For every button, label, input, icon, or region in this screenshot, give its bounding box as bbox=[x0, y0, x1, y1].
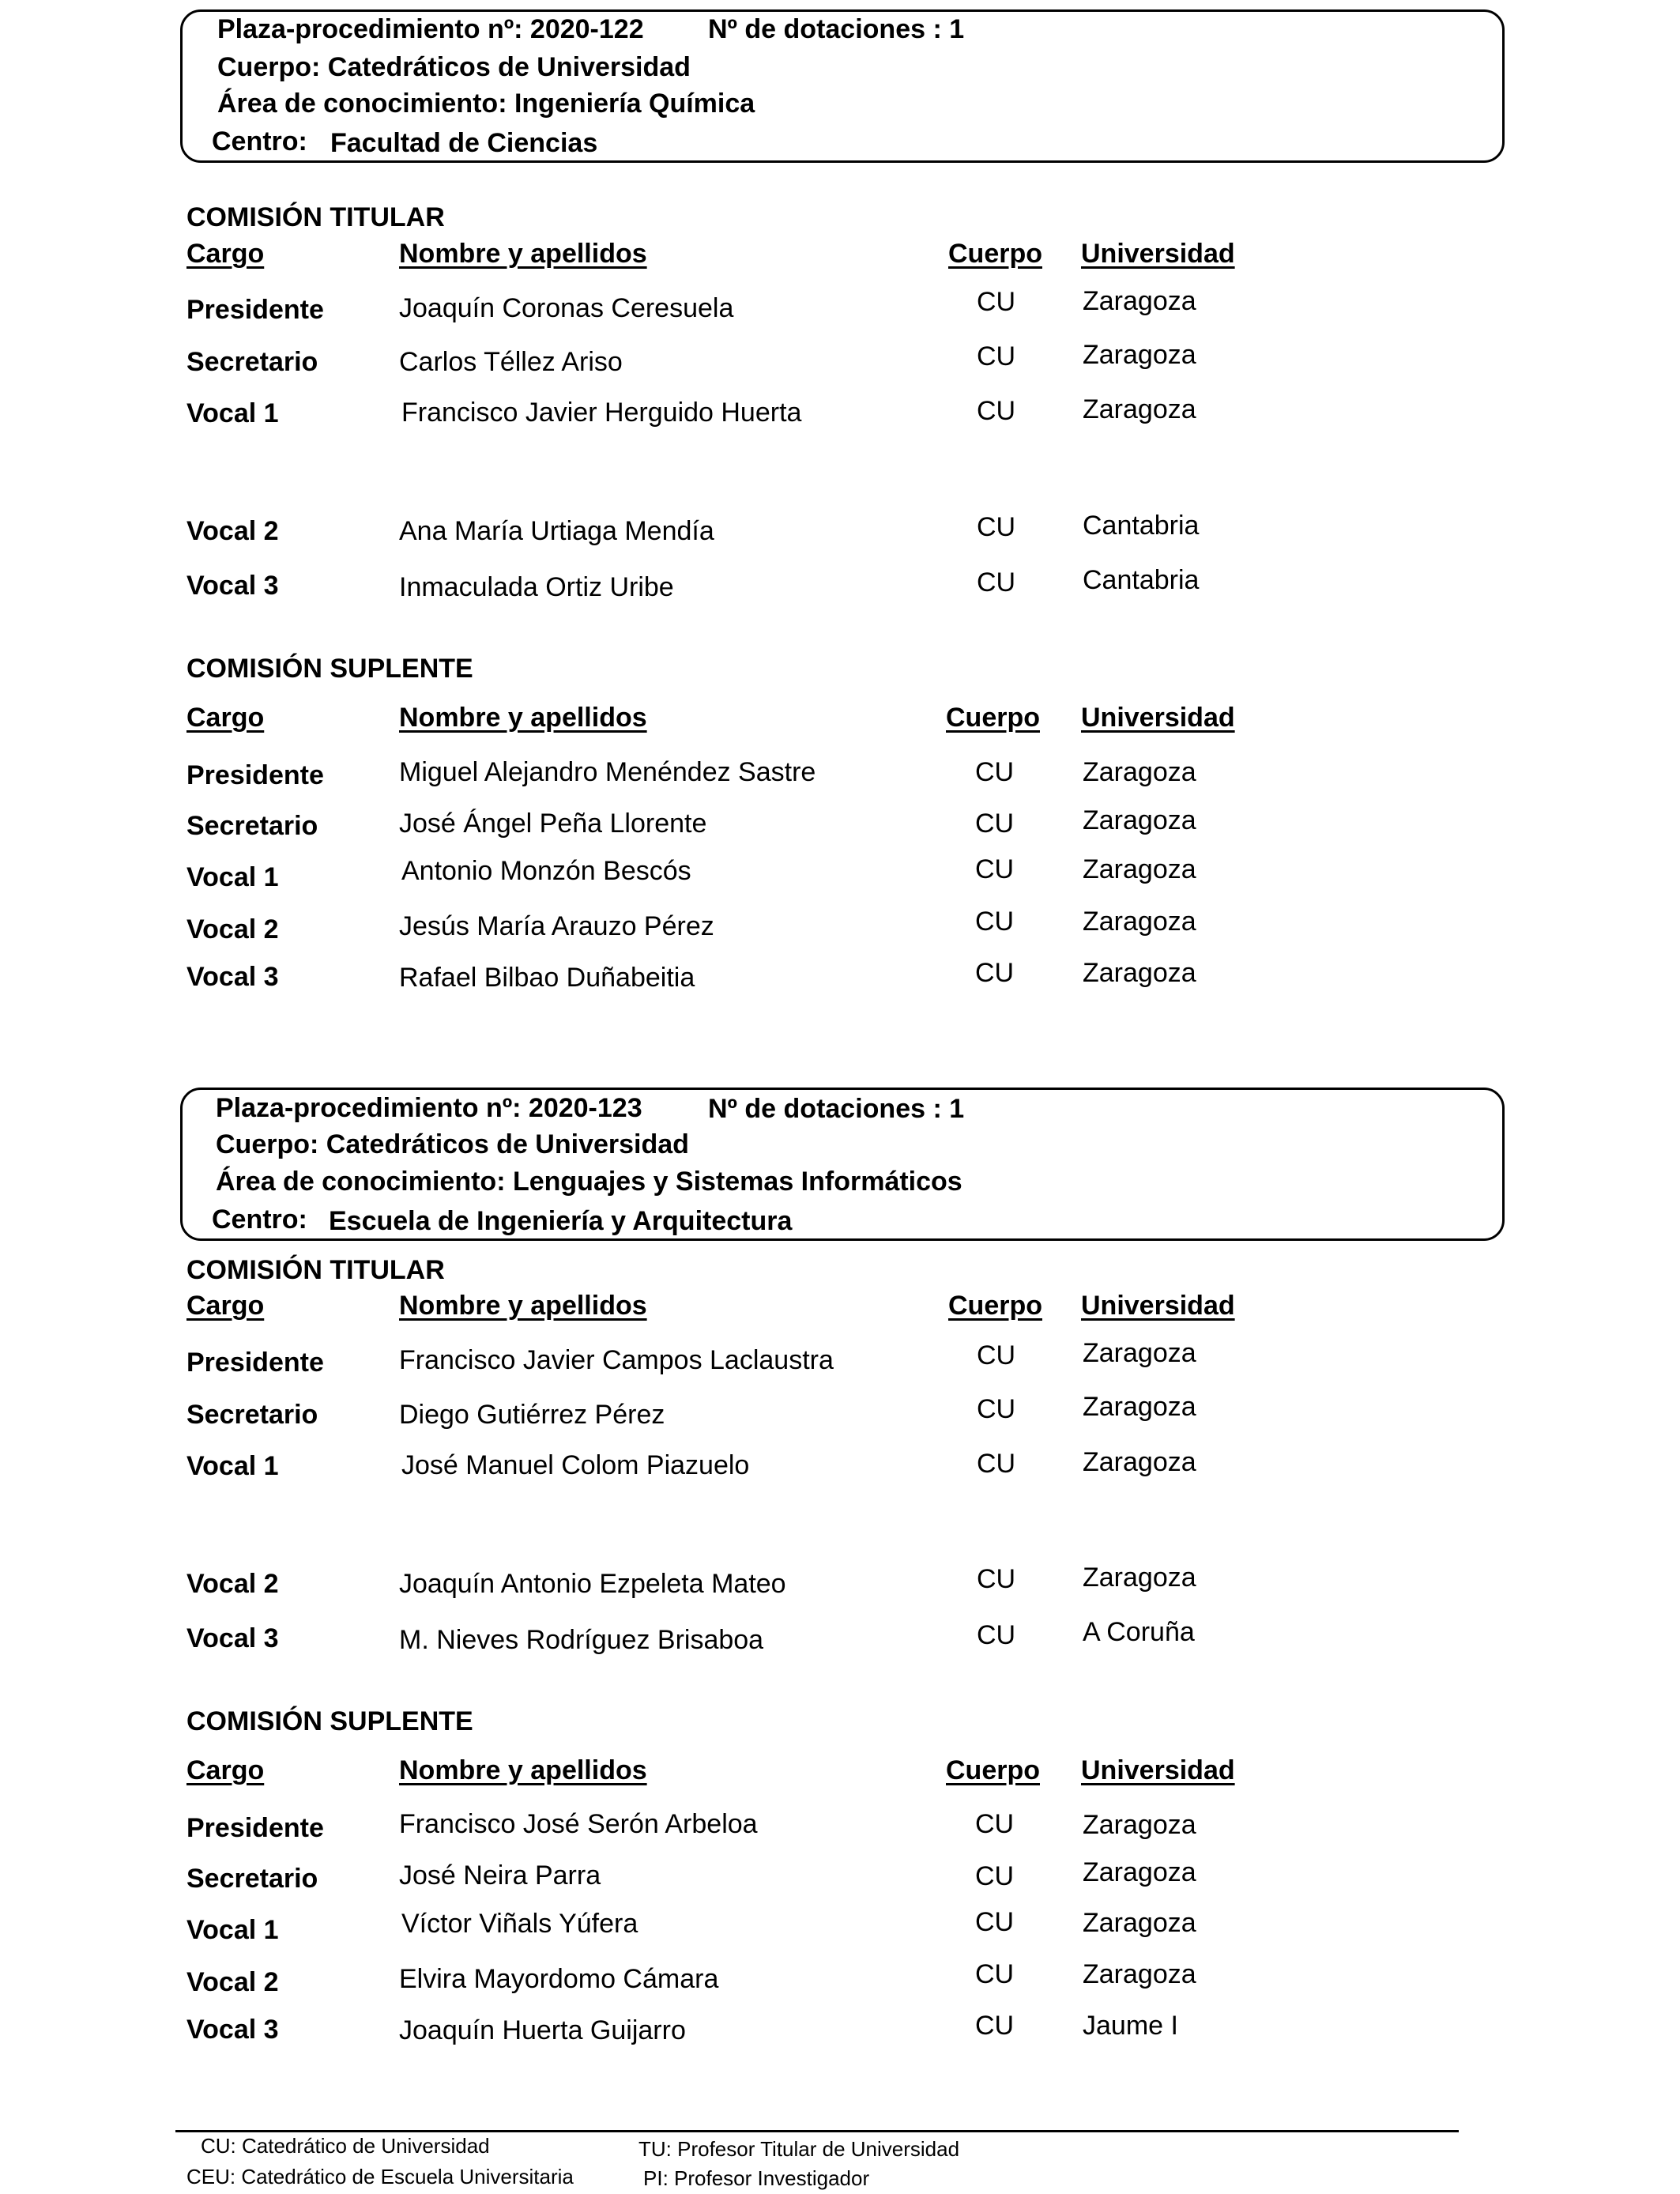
legend-tu: TU: Profesor Titular de Universidad bbox=[638, 2137, 960, 2161]
plaza-number: Plaza-procedimiento nº: 2020-122 bbox=[217, 14, 644, 44]
cargo: Presidente bbox=[186, 1813, 324, 1843]
member-cuerpo: CU bbox=[975, 1861, 1015, 1891]
member-name: José Ángel Peña Llorente bbox=[399, 809, 707, 839]
member-universidad: Zaragoza bbox=[1083, 1447, 1196, 1477]
cuerpo-label: Cuerpo: Catedráticos de Universidad bbox=[216, 1129, 689, 1159]
member-name: Joaquín Coronas Ceresuela bbox=[399, 293, 734, 323]
col-universidad: Universidad bbox=[1081, 239, 1235, 269]
cargo: Vocal 3 bbox=[186, 2015, 279, 2045]
member-cuerpo: CU bbox=[977, 1449, 1016, 1479]
member-name: M. Nieves Rodríguez Brisaboa bbox=[399, 1625, 764, 1655]
member-universidad: Zaragoza bbox=[1083, 340, 1196, 370]
member-universidad: Zaragoza bbox=[1083, 394, 1196, 424]
area-label: Área de conocimiento: Lenguajes y Sistemas Informáticos bbox=[216, 1167, 962, 1197]
centro-value: Escuela de Ingeniería y Arquitectura bbox=[329, 1206, 793, 1236]
member-cuerpo: CU bbox=[975, 809, 1015, 839]
member-universidad: Zaragoza bbox=[1083, 1959, 1196, 1989]
member-cuerpo: CU bbox=[977, 1620, 1016, 1650]
col-nombre: Nombre y apellidos bbox=[399, 1291, 647, 1321]
col-cargo: Cargo bbox=[186, 703, 265, 733]
member-name: Elvira Mayordomo Cámara bbox=[399, 1964, 719, 1994]
cargo: Vocal 2 bbox=[186, 516, 279, 546]
member-name: Carlos Téllez Ariso bbox=[399, 347, 623, 377]
member-name: José Manuel Colom Piazuelo bbox=[401, 1450, 750, 1480]
footer-rule bbox=[175, 2130, 1459, 2132]
member-name: José Neira Parra bbox=[399, 1860, 601, 1891]
cargo: Vocal 2 bbox=[186, 914, 279, 944]
area-label: Área de conocimiento: Ingeniería Química bbox=[217, 89, 755, 119]
cargo: Secretario bbox=[186, 347, 318, 377]
member-universidad: Zaragoza bbox=[1083, 1810, 1196, 1840]
col-cuerpo: Cuerpo bbox=[948, 1291, 1042, 1321]
plaza-number: Plaza-procedimiento nº: 2020-123 bbox=[216, 1093, 642, 1123]
col-universidad: Universidad bbox=[1081, 703, 1235, 733]
member-cuerpo: CU bbox=[977, 1564, 1016, 1594]
member-universidad: Zaragoza bbox=[1083, 1857, 1196, 1887]
col-nombre: Nombre y apellidos bbox=[399, 239, 647, 269]
member-cuerpo: CU bbox=[975, 958, 1015, 988]
cargo: Secretario bbox=[186, 1400, 318, 1430]
member-cuerpo: CU bbox=[975, 854, 1015, 884]
member-name: Diego Gutiérrez Pérez bbox=[399, 1400, 665, 1430]
comision-titular-title: COMISIÓN TITULAR bbox=[186, 202, 445, 232]
member-name: Joaquín Antonio Ezpeleta Mateo bbox=[399, 1569, 786, 1599]
member-cuerpo: CU bbox=[977, 341, 1016, 371]
member-name: Miguel Alejandro Menéndez Sastre bbox=[399, 757, 816, 787]
member-name: Inmaculada Ortiz Uribe bbox=[399, 572, 674, 602]
cargo: Vocal 3 bbox=[186, 1623, 279, 1653]
legend-cu: CU: Catedrático de Universidad bbox=[201, 2134, 490, 2158]
comision-titular-title: COMISIÓN TITULAR bbox=[186, 1255, 445, 1285]
member-universidad: Zaragoza bbox=[1083, 1908, 1196, 1938]
cargo: Presidente bbox=[186, 760, 324, 790]
member-universidad: Zaragoza bbox=[1083, 1338, 1196, 1368]
member-cuerpo: CU bbox=[977, 1340, 1016, 1370]
member-name: Ana María Urtiaga Mendía bbox=[399, 516, 714, 546]
member-universidad: Zaragoza bbox=[1083, 958, 1196, 988]
member-cuerpo: CU bbox=[977, 396, 1016, 426]
member-cuerpo: CU bbox=[977, 1394, 1016, 1424]
centro-label: Centro: bbox=[212, 126, 307, 156]
col-universidad: Universidad bbox=[1081, 1291, 1235, 1321]
member-name: Francisco Javier Herguido Huerta bbox=[401, 398, 802, 428]
member-universidad: Cantabria bbox=[1083, 565, 1200, 595]
member-cuerpo: CU bbox=[975, 907, 1015, 937]
cargo: Vocal 3 bbox=[186, 962, 279, 992]
member-name: Francisco Javier Campos Laclaustra bbox=[399, 1345, 834, 1375]
member-name: Víctor Viñals Yúfera bbox=[401, 1909, 638, 1939]
member-universidad: Zaragoza bbox=[1083, 854, 1196, 884]
comision-suplente-title: COMISIÓN SUPLENTE bbox=[186, 1706, 473, 1736]
member-name: Jesús María Arauzo Pérez bbox=[399, 911, 714, 941]
cargo: Secretario bbox=[186, 1864, 318, 1894]
member-universidad: Zaragoza bbox=[1083, 286, 1196, 316]
member-cuerpo: CU bbox=[977, 287, 1016, 317]
col-cuerpo: Cuerpo bbox=[946, 1755, 1040, 1785]
legend-pi: PI: Profesor Investigador bbox=[643, 2166, 870, 2190]
col-cargo: Cargo bbox=[186, 1291, 265, 1321]
centro-value: Facultad de Ciencias bbox=[330, 128, 598, 158]
dotaciones-count: Nº de dotaciones : 1 bbox=[708, 1094, 965, 1124]
member-cuerpo: CU bbox=[975, 1907, 1015, 1937]
col-cargo: Cargo bbox=[186, 239, 265, 269]
member-universidad: Jaume I bbox=[1083, 2011, 1178, 2041]
member-universidad: Zaragoza bbox=[1083, 1563, 1196, 1593]
member-name: Antonio Monzón Bescós bbox=[401, 856, 691, 886]
member-universidad: A Coruña bbox=[1083, 1617, 1195, 1647]
cargo: Vocal 1 bbox=[186, 862, 279, 892]
cargo: Vocal 1 bbox=[186, 1915, 279, 1945]
legend-ceu: CEU: Catedrático de Escuela Universitaria bbox=[186, 2165, 574, 2188]
member-universidad: Cantabria bbox=[1083, 511, 1200, 541]
col-cuerpo: Cuerpo bbox=[948, 239, 1042, 269]
cargo: Vocal 2 bbox=[186, 1967, 279, 1997]
cargo: Presidente bbox=[186, 1348, 324, 1378]
comision-suplente-title: COMISIÓN SUPLENTE bbox=[186, 654, 473, 684]
cuerpo-label: Cuerpo: Catedráticos de Universidad bbox=[217, 52, 691, 82]
cargo: Vocal 1 bbox=[186, 398, 279, 428]
cargo: Vocal 2 bbox=[186, 1569, 279, 1599]
member-universidad: Zaragoza bbox=[1083, 907, 1196, 937]
member-universidad: Zaragoza bbox=[1083, 757, 1196, 787]
member-name: Rafael Bilbao Duñabeitia bbox=[399, 963, 695, 993]
dotaciones-count: Nº de dotaciones : 1 bbox=[708, 14, 965, 44]
col-cargo: Cargo bbox=[186, 1755, 265, 1785]
col-nombre: Nombre y apellidos bbox=[399, 1755, 647, 1785]
cargo: Vocal 3 bbox=[186, 571, 279, 601]
cargo: Vocal 1 bbox=[186, 1451, 279, 1481]
member-cuerpo: CU bbox=[975, 1809, 1015, 1839]
member-name: Joaquín Huerta Guijarro bbox=[399, 2015, 686, 2045]
member-cuerpo: CU bbox=[975, 2011, 1015, 2041]
col-nombre: Nombre y apellidos bbox=[399, 703, 647, 733]
member-cuerpo: CU bbox=[975, 757, 1015, 787]
centro-label: Centro: bbox=[212, 1204, 307, 1235]
col-cuerpo: Cuerpo bbox=[946, 703, 1040, 733]
member-cuerpo: CU bbox=[977, 567, 1016, 598]
col-universidad: Universidad bbox=[1081, 1755, 1235, 1785]
cargo: Secretario bbox=[186, 811, 318, 841]
cargo: Presidente bbox=[186, 295, 324, 325]
member-universidad: Zaragoza bbox=[1083, 1392, 1196, 1422]
member-cuerpo: CU bbox=[977, 512, 1016, 542]
member-name: Francisco José Serón Arbeloa bbox=[399, 1809, 758, 1839]
member-universidad: Zaragoza bbox=[1083, 805, 1196, 835]
member-cuerpo: CU bbox=[975, 1959, 1015, 1989]
